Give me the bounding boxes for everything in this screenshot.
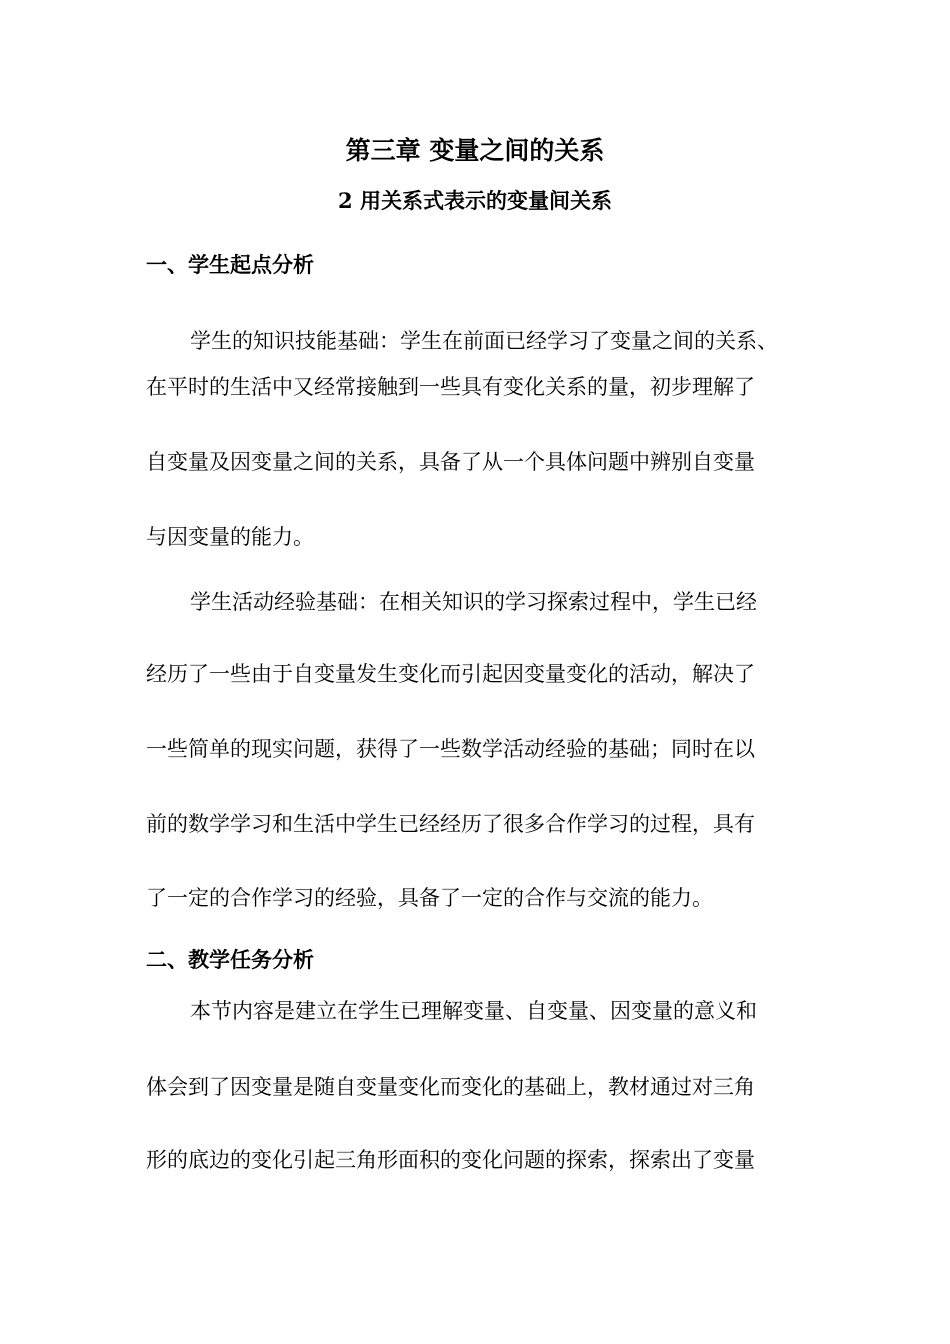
heading-student-analysis: 一、学生起点分析	[146, 252, 314, 277]
paragraph-line: 自变量及因变量之间的关系，具备了从一个具体问题中辨别自变量	[146, 450, 755, 474]
paragraph-line: 与因变量的能力。	[146, 525, 314, 549]
paragraph-line: 在平时的生活中又经常接触到一些具有变化关系的量，初步理解了	[146, 375, 755, 399]
paragraph-line: 体会到了因变量是随自变量变化而变化的基础上，教材通过对三角	[146, 1075, 755, 1099]
chapter-title: 第三章 变量之间的关系	[345, 136, 605, 165]
paragraph-line: 前的数学学习和生活中学生已经经历了很多合作学习的过程，具有	[146, 812, 755, 836]
heading-teaching-task-analysis: 二、教学任务分析	[146, 947, 314, 972]
section-title: 2 用关系式表示的变量间关系	[338, 188, 612, 213]
paragraph-line: 形的底边的变化引起三角形面积的变化问题的探索，探索出了变量	[146, 1148, 755, 1172]
paragraph-line: 一些简单的现实问题，获得了一些数学活动经验的基础；同时在以	[146, 737, 755, 761]
paragraph-line: 学生的知识技能基础：学生在前面已经学习了变量之间的关系、	[190, 329, 778, 353]
paragraph-line: 经历了一些由于自变量发生变化而引起因变量变化的活动，解决了	[146, 662, 755, 686]
paragraph-line: 了一定的合作学习的经验，具备了一定的合作与交流的能力。	[146, 886, 713, 910]
paragraph-line: 本节内容是建立在学生已理解变量、自变量、因变量的意义和	[190, 999, 757, 1023]
paragraph-line: 学生活动经验基础：在相关知识的学习探索过程中，学生已经	[190, 590, 757, 614]
